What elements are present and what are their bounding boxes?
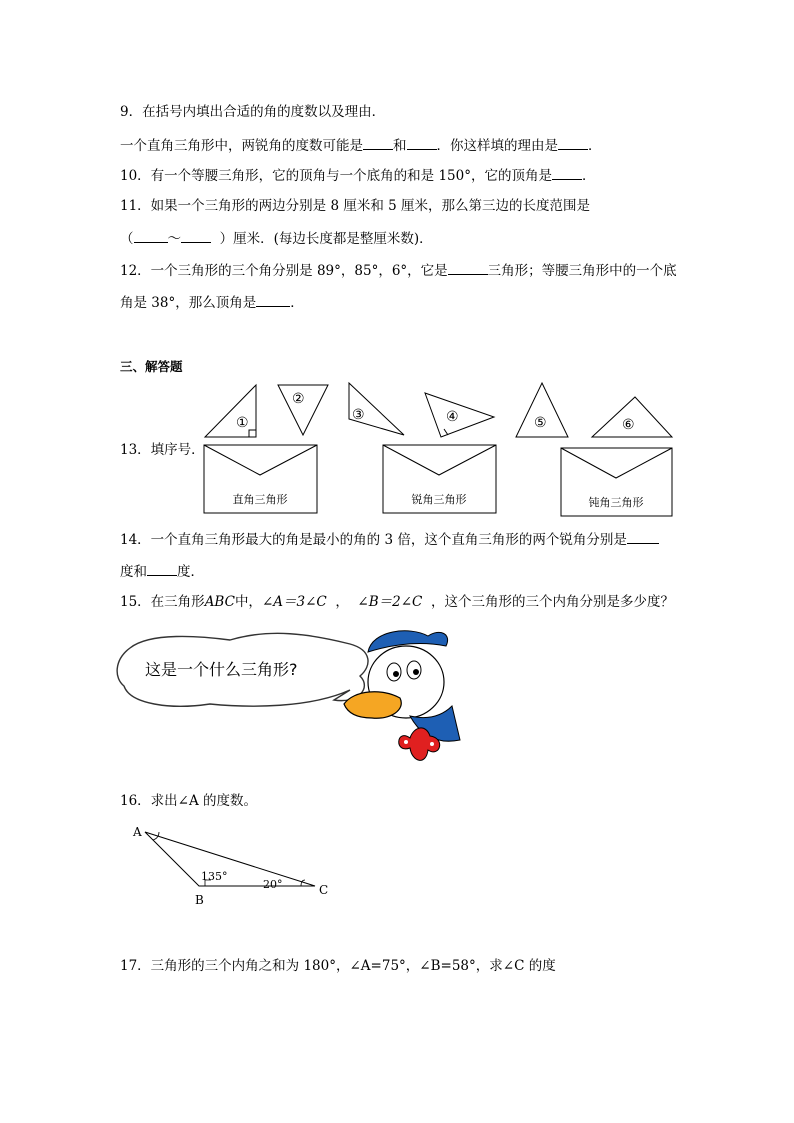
envelope-obtuse-label: 钝角三角形 <box>588 496 644 509</box>
q11-close-text: ）厘米．(每边长度都是整厘米数)． <box>219 231 433 247</box>
q14-text-c: 度． <box>177 564 204 580</box>
q11-tilde: ～ <box>167 231 181 247</box>
q10-question <box>120 165 596 186</box>
q15-sep: ， <box>335 594 349 610</box>
q16-triangle-figure <box>125 818 345 913</box>
vertex-b-label: B <box>195 893 204 907</box>
q12-text-b: 三角形；等腰三角形中的一个底 <box>487 263 677 279</box>
q15-mid: 中， <box>234 594 262 610</box>
envelope-right-label: 直角三角形 <box>232 493 288 506</box>
q9-blank-3[interactable] <box>558 135 588 150</box>
q15-pre: 15．在三角形 <box>120 594 205 610</box>
q14-text-b: 度和 <box>120 564 147 580</box>
triangle-2-label: ② <box>292 391 305 407</box>
q17-question: 17．三角形的三个内角之和为 180°，∠A=75°，∠B=58°，求∠C 的度 <box>120 958 556 974</box>
q15-abc: ABC <box>204 594 235 610</box>
envelope-obtuse[interactable] <box>561 448 672 516</box>
triangle-3[interactable] <box>349 383 404 435</box>
envelope-acute[interactable] <box>383 445 496 513</box>
section-title: 三、解答题 <box>120 359 183 374</box>
q11-blank-1[interactable] <box>134 228 168 243</box>
triangle-4-label: ④ <box>446 409 459 425</box>
q9-blank-2[interactable] <box>407 135 437 150</box>
q11-blank-2[interactable] <box>181 228 211 243</box>
triangle-1-label: ① <box>236 415 249 431</box>
q15-question <box>120 592 674 612</box>
q9-question <box>120 135 602 156</box>
q10-end: ． <box>582 168 596 184</box>
q10-text: 10．有一个等腰三角形，它的顶角与一个底角的和是 150°，它的顶角是 <box>120 168 552 184</box>
triangle-5-label: ⑤ <box>534 415 547 431</box>
triangle-6-label: ⑥ <box>622 417 635 433</box>
triangle-1[interactable] <box>205 385 256 437</box>
q10-blank[interactable] <box>552 165 582 180</box>
q14-question-cont <box>120 561 204 582</box>
q13-label: 13．填序号． <box>120 442 205 458</box>
q12-blank-2[interactable] <box>256 292 290 307</box>
q15-cond2: ∠B＝2∠C <box>357 594 423 610</box>
triangle-4[interactable] <box>425 393 494 437</box>
q9-text-c: ．你这样填的理由是 <box>436 138 558 154</box>
q15-post: ，这个三角形的三个内角分别是多少度？ <box>430 594 674 610</box>
q9-blank-1[interactable] <box>363 135 393 150</box>
q12-question <box>120 260 677 281</box>
q14-blank-2[interactable] <box>147 561 177 576</box>
q12-text-d: ． <box>290 295 304 311</box>
q11-open-paren: （ <box>120 231 134 247</box>
q12-blank-1[interactable] <box>448 260 488 275</box>
q14-text: 14．一个直角三角形最大的角是最小的角的 3 倍，这个直角三角形的两个锐角分别是 <box>120 532 627 548</box>
angle-b-label: 135° <box>201 870 228 883</box>
speech-text: 这是一个什么三角形? <box>145 660 298 679</box>
q15-cond1: ∠A＝3∠C <box>261 594 327 610</box>
triangle-5[interactable] <box>516 383 568 437</box>
angle-c-label: 20° <box>263 878 283 891</box>
vertex-c-label: C <box>319 883 329 897</box>
envelope-right[interactable] <box>204 445 317 513</box>
q12-text-c: 角是 38°，那么顶角是 <box>120 295 257 311</box>
q14-blank-1[interactable] <box>627 529 659 544</box>
q9-text-d: ． <box>588 138 602 154</box>
q11-question: 11．如果一个三角形的两边分别是 8 厘米和 5 厘米，那么第三边的长度范围是 <box>120 198 591 214</box>
q12-question-cont <box>120 292 304 313</box>
q9-text-a: 一个直角三角形中，两锐角的度数可能是 <box>120 138 363 154</box>
q9-prompt: 9．在括号内填出合适的角的度数以及理由． <box>120 104 386 120</box>
envelope-acute-label: 锐角三角形 <box>411 493 467 506</box>
q16-question: 16．求出∠A 的度数。 <box>120 793 258 809</box>
triangle-3-label: ③ <box>352 407 365 423</box>
q9-text-b: 和 <box>393 138 407 154</box>
q12-text-a: 12．一个三角形的三个角分别是 89°，85°，6°，它是 <box>120 263 448 279</box>
cartoon-illustration <box>110 620 470 785</box>
vertex-a-label: A <box>133 825 142 839</box>
q14-question <box>120 529 659 550</box>
triangle-2[interactable] <box>278 385 328 435</box>
triangle-6[interactable] <box>592 397 672 437</box>
q11-answer-line <box>120 228 433 249</box>
